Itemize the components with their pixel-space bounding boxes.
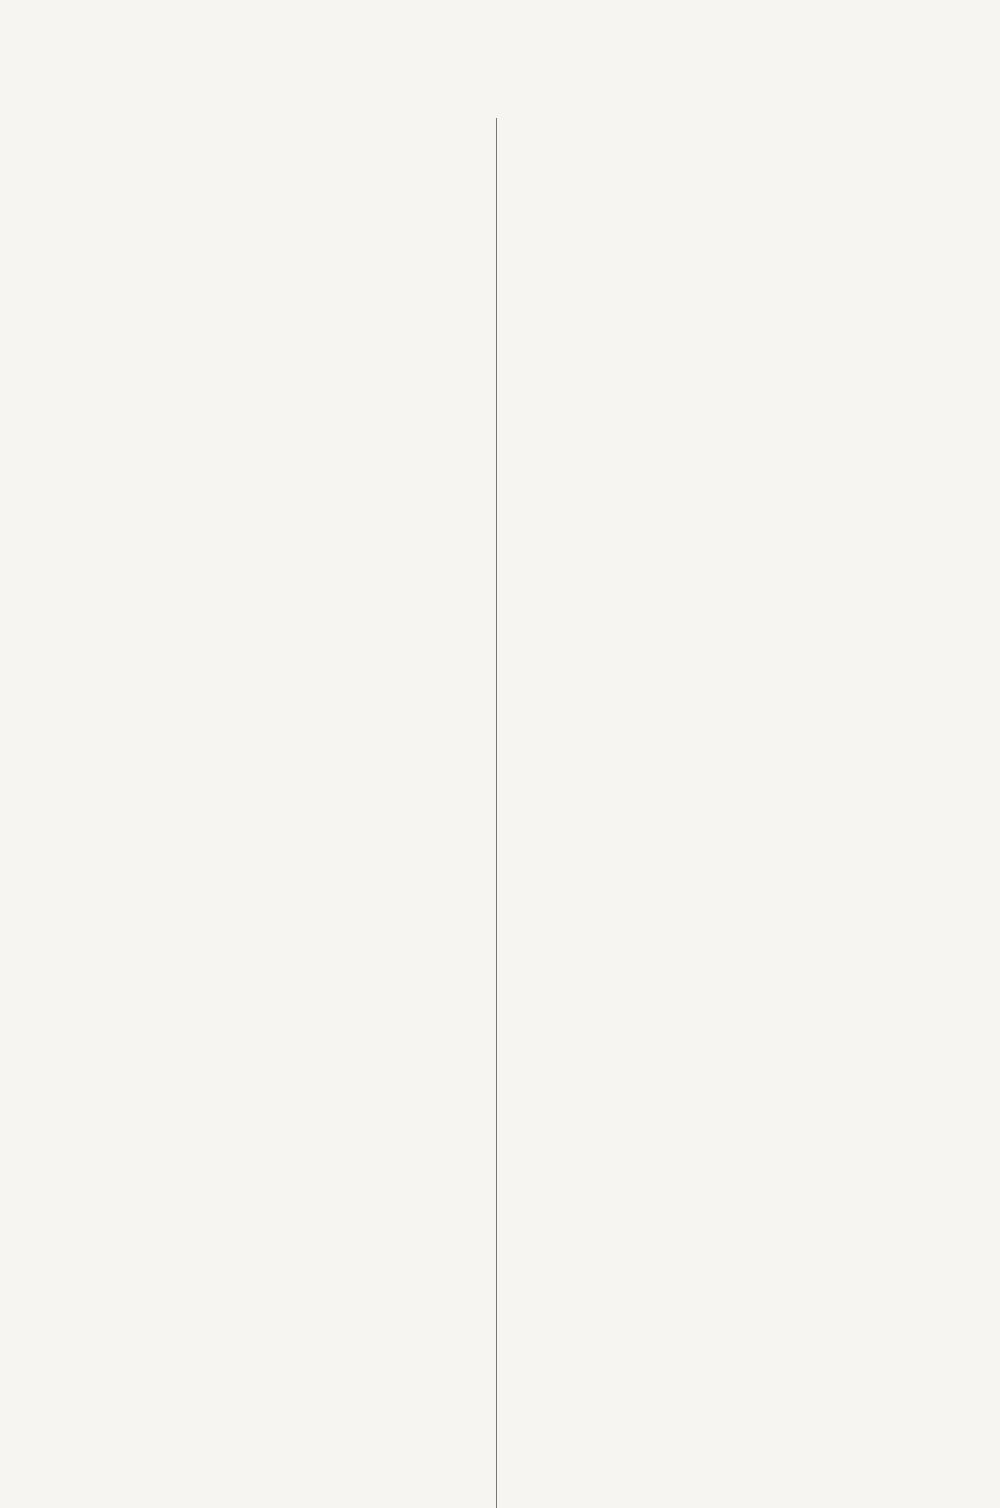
column-divider bbox=[496, 118, 497, 1508]
site-logo bbox=[770, 1436, 1000, 1506]
